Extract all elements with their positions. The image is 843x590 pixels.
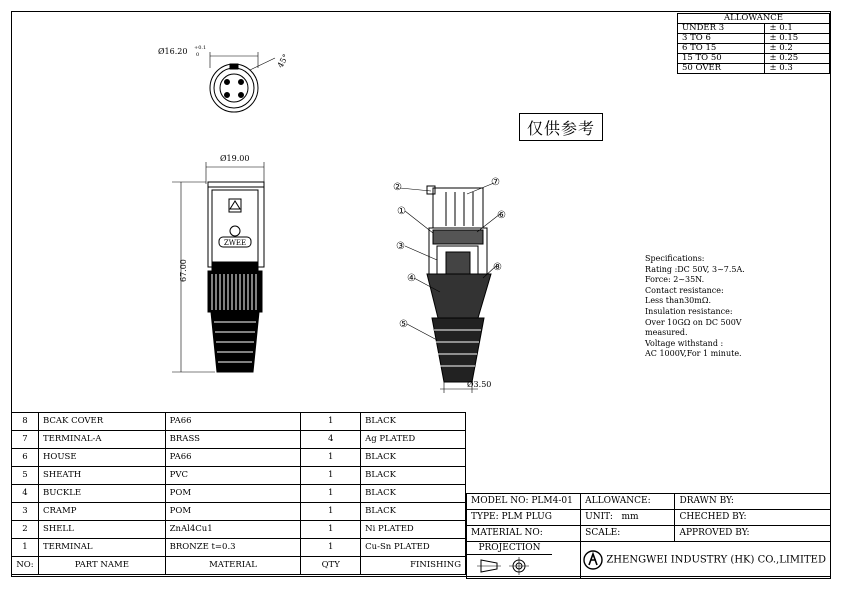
parts-row: 6 HOUSE PA66 1 BLACK (12, 449, 466, 467)
cable-diameter-label: Ø3.50 (467, 380, 492, 389)
projection-cell: PROJECTION (467, 542, 581, 579)
callout-7: ⑦ (491, 177, 500, 188)
allowance-row: 6 TO 15 ± 0.2 (678, 44, 830, 54)
type: TYPE: PLM PLUG (467, 510, 581, 526)
specifications: Specifications: Rating :DC 50V, 3~7.5A. Force: 2~35N. Contact resistance: Less than30mΩ. Insulation resistance: Over 10GΩ on DC 500V measured. Voltage withstand : AC 1000V,For 1 minute. (645, 254, 745, 359)
parts-row: 2 SHELL ZnAl4Cu1 1 Ni PLATED (12, 521, 466, 539)
angle-label: 45° (275, 52, 291, 70)
allowance-row: 50 OVER ± 0.3 (678, 64, 830, 74)
parts-row: 1 TERMINAL BRONZE t=0.3 1 Cu-Sn PLATED (12, 539, 466, 557)
zwee-logo-text: ZWEE (223, 239, 247, 247)
allowance-row: 3 TO 6 ± 0.15 (678, 34, 830, 44)
parts-row: 8 BCAK COVER PA66 1 BLACK (12, 413, 466, 431)
parts-row: 7 TERMINAL-A BRASS 4 Ag PLATED (12, 431, 466, 449)
front-tolerance-lower: 0 (196, 52, 200, 58)
unit-cell: UNIT: mm (581, 510, 675, 526)
front-view (210, 52, 275, 112)
callout-6: ⑥ (497, 210, 506, 221)
material-no: MATERIAL NO: (467, 526, 581, 542)
parts-row: 3 CRAMP POM 1 BLACK (12, 503, 466, 521)
reference-only-stamp: 仅供参考 (519, 113, 603, 141)
callout-1: ① (397, 206, 406, 217)
allowance-row: UNDER 3 ± 0.1 (678, 24, 830, 34)
company-cell (581, 542, 831, 579)
approved-by: APPROVED BY: (675, 526, 831, 542)
callout-8: ⑧ (493, 262, 502, 273)
checked-by: CHECHED BY: (675, 510, 831, 526)
callout-4: ④ (407, 273, 416, 284)
allowance-row: 15 TO 50 ± 0.25 (678, 54, 830, 64)
parts-header-row: NO: PART NAME MATERIAL QTY FINISHING (12, 557, 466, 575)
scale-cell: SCALE: (581, 526, 675, 542)
callout-2: ② (393, 182, 402, 193)
front-tolerance-upper: +0.1 (194, 45, 207, 51)
parts-row: 4 BUCKLE POM 1 BLACK (12, 485, 466, 503)
company-logo-icon (583, 550, 603, 570)
length-label: 67.00 (179, 259, 188, 282)
projection-symbol-icon (467, 555, 552, 575)
parts-list-table (11, 412, 466, 575)
allowance-cell: ALLOWANCE: (581, 494, 675, 510)
body-diameter-label: Ø19.00 (220, 154, 250, 163)
allowance-header: ALLOWANCE (678, 14, 830, 24)
drawn-by: DRAWN BY: (675, 494, 831, 510)
callout-5: ⑤ (399, 319, 408, 330)
section-view (400, 183, 500, 393)
front-diameter-label: Ø16.20 (158, 47, 188, 56)
callout-3: ③ (396, 241, 405, 252)
parts-row: 5 SHEATH PVC 1 BLACK (12, 467, 466, 485)
company-name: ZHENGWEI INDUSTRY (HK) CO.,LIMITED (606, 554, 826, 566)
model-no: MODEL NO: PLM4-01 (467, 494, 581, 510)
title-block (466, 493, 831, 579)
